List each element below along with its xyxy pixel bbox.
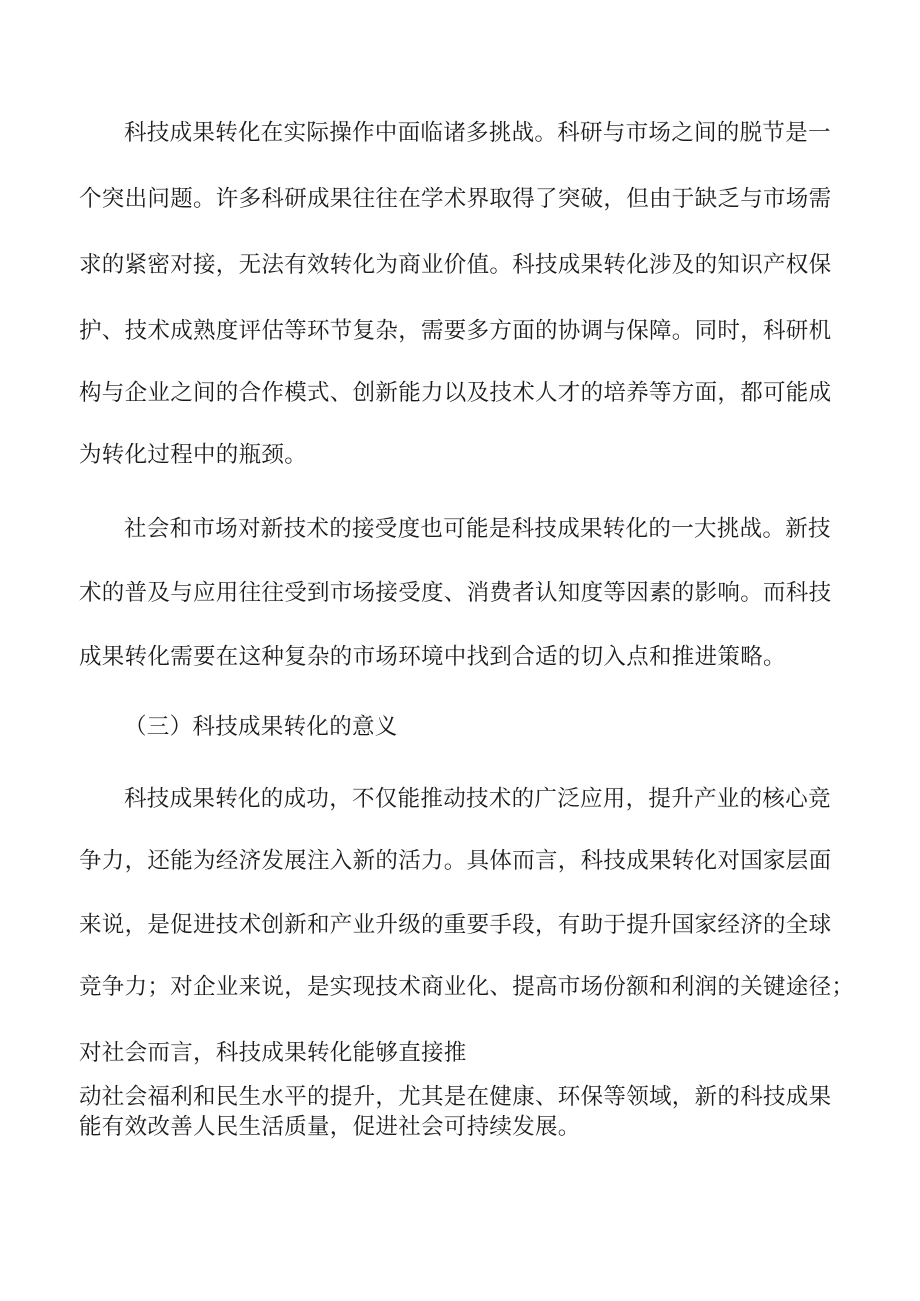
paragraph-1-line-4: 护、技术成熟度评估等环节复杂，需要多方面的协调与保障。同时，科研机 [79,318,832,344]
paragraph-3-line-7: 能有效改善人民生活质量，促进社会可持续发展。 [79,1114,581,1140]
paragraph-2-line-3: 成果转化需要在这种复杂的市场环境中找到合适的切入点和推进策略。 [79,644,786,670]
paragraph-1-line-2: 个突出问题。许多科研成果往往在学术界取得了突破，但由于缺乏与市场需 [79,186,832,212]
paragraph-1-line-6: 为转化过程中的瓶颈。 [79,442,308,468]
section-heading: （三）科技成果转化的意义 [124,714,398,740]
paragraph-2-line-2: 术的普及与应用往往受到市场接受度、消费者认知度等因素的影响。而科技 [79,580,832,606]
paragraph-1-line-3: 求的紧密对接，无法有效转化为商业价值。科技成果转化涉及的知识产权保 [79,252,832,278]
paragraph-3-line-5: 对社会而言，科技成果转化能够直接推 [79,1040,467,1066]
paragraph-1-line-5: 构与企业之间的合作模式、创新能力以及技术人才的培养等方面，都可能成 [79,380,832,406]
paragraph-1-line-1: 科技成果转化在实际操作中面临诸多挑战。科研与市场之间的脱节是一 [124,120,831,146]
paragraph-3-line-2: 争力，还能为经济发展注入新的活力。具体而言，科技成果转化对国家层面 [79,848,832,874]
paragraph-3-line-4: 竞争力；对企业来说，是实现技术商业化、提高市场份额和利润的关键途径； [79,974,855,1000]
paragraph-3-line-3: 来说，是促进技术创新和产业升级的重要手段，有助于提升国家经济的全球 [79,912,832,938]
paragraph-3-line-1: 科技成果转化的成功，不仅能推动技术的广泛应用，提升产业的核心竞 [124,786,831,812]
paragraph-2-line-1: 社会和市场对新技术的接受度也可能是科技成果转化的一大挑战。新技 [124,516,831,542]
paragraph-3-line-6: 动社会福利和民生水平的提升，尤其是在健康、环保等领域，新的科技成果 [79,1084,832,1110]
